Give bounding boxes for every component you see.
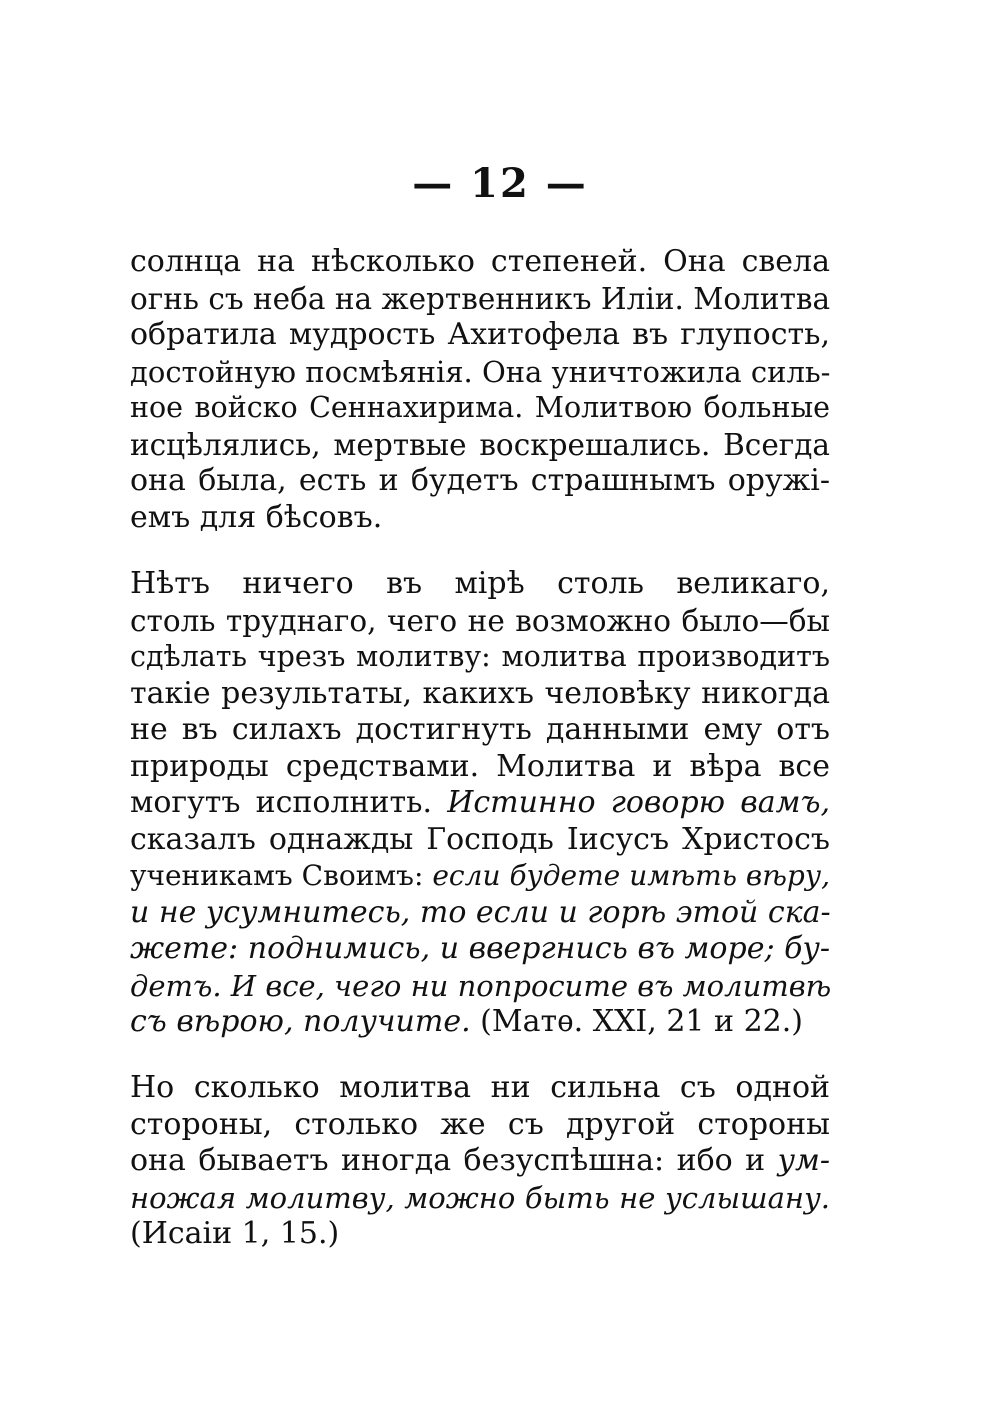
text-line: Но сколько молитва ни сильна съ одной [130,1070,830,1105]
text-line: природы средствами. Молитва и вѣра все [130,748,830,784]
text-line: такіе результаты, какихъ человѣку никогда [130,675,830,711]
text-line: Нѣтъ ничего въ мірѣ столь великаго, [130,566,830,601]
italic-quote: ум- [777,1143,830,1178]
text-line: достойную посмѣянія. Она уничтожила силь- [130,354,831,389]
italic-quote: Истинно говорю вамъ, [447,785,831,820]
text-line: ученикамъ Своимъ: если будете имѣть вѣру, [130,859,830,892]
italic-quote: ножая молитву, можно быть не услышану. [130,1180,830,1215]
paragraph-1 [130,244,830,536]
text-line: исцѣлялись, мертвые воскрешались. Всегда [130,427,830,462]
text-line: не въ силахъ достигнуть данными ему отъ [130,712,830,747]
text-line: стороны, столько же съ другой стороны [130,1106,830,1142]
text-line: сказалъ однажды Господь Іисусъ Христосъ [130,821,830,857]
italic-quote: детъ. И все, чего ни попросите въ молитвѣ [130,968,832,1003]
text-line: емъ для бѣсовъ. [130,499,383,535]
text-line [130,931,830,968]
text-line [130,1216,830,1253]
italic-quote: съ вѣрою, получите. [130,1004,471,1039]
text-line: ное войско Сеннахирима. Молитвою больные [130,391,830,424]
text-line: сдѣлать чрезъ молитву: молитва производитъ [130,640,830,673]
text-line [130,895,830,932]
italic-quote: если будете имѣть вѣру, [432,859,830,892]
scripture-reference: (Матѳ. XXI, 21 и 22.) [470,1004,803,1039]
paragraph-3 [130,1070,830,1253]
page-number: — 12 — [412,160,588,207]
text-line: она бываетъ иногда безуспѣшна: ибо и ум- [130,1143,830,1178]
text-line: огнь съ неба на жертвенникъ Иліи. Молитва [130,281,831,316]
text-line: обратила мудрость Ахитофела въ глупость, [130,317,830,352]
text-line [130,968,830,1005]
text-line: солнца на нѣсколько степеней. Она свела [130,244,830,279]
italic-quote: и не усумнитесь, то если и горѣ этой ска- [130,894,831,930]
text-line [130,1004,830,1041]
italic-quote: жете: поднимись, и ввергнись въ море; бу- [130,931,830,966]
paragraph-2 [130,566,830,1041]
text-line: она была, есть и будетъ страшнымъ оружі- [130,463,830,498]
text-line: могутъ исполнить. Истинно говорю вамъ, [130,785,831,820]
text-line [130,1180,830,1217]
scripture-reference: (Исаіи 1, 15.) [130,1216,340,1251]
text-line: столь труднаго, чего не возможно было—бы [130,603,830,638]
